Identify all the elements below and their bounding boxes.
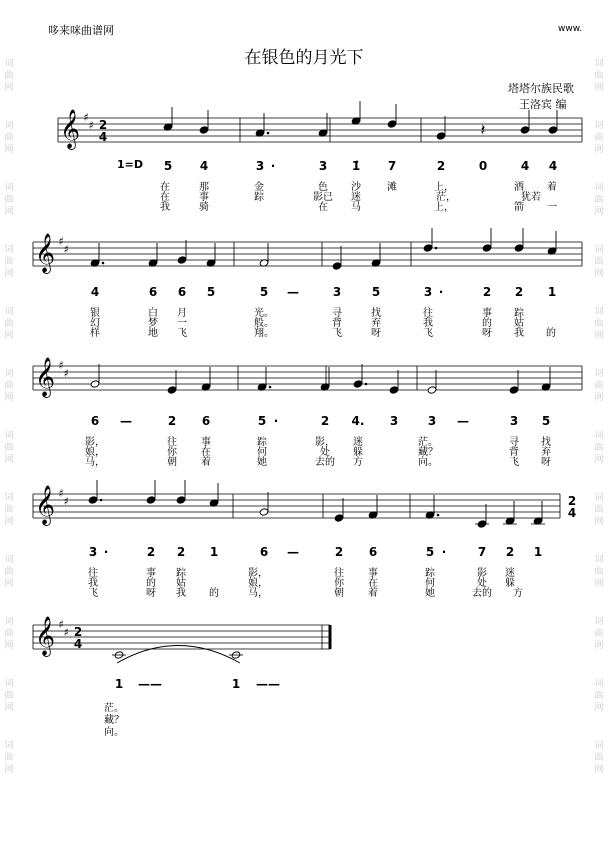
time-sig-top: 2 (567, 494, 577, 508)
lyric-word: 事 (368, 568, 378, 579)
note-head (167, 386, 177, 394)
sharp-icon: ♯ (88, 119, 94, 132)
note-head (146, 496, 156, 504)
lyric-word: 滩 (387, 182, 397, 193)
lyric-word: 地 (148, 328, 158, 339)
watermark-text: 词 曲 网 (594, 59, 604, 93)
jianpu-note: · (273, 414, 279, 428)
watermark-text: 词 曲 网 (594, 741, 604, 775)
lyric-word: 的 (546, 328, 556, 339)
note-dot (365, 383, 368, 386)
note-head (332, 262, 342, 270)
lyric-word: 向。 (418, 457, 438, 468)
jianpu-note: 1 (547, 285, 557, 299)
watermark-text: 词 曲 网 (4, 245, 14, 279)
jianpu-note: — (457, 414, 469, 428)
lyric-word: 往 (88, 568, 98, 579)
watermark-text: 词 曲 网 (594, 245, 604, 279)
jianpu-note: — (120, 414, 132, 428)
jianpu-note: 6 (368, 545, 378, 559)
jianpu-note: 3 (423, 285, 433, 299)
watermark-text: 词 曲 网 (4, 555, 14, 589)
lyric-word: 何 (257, 447, 267, 458)
treble-clef-icon: 𝄞 (34, 357, 56, 397)
note-head (427, 386, 437, 394)
lyric-word: 飞 (177, 328, 187, 339)
lyric-word: 往 (423, 308, 433, 319)
note-head (389, 386, 399, 394)
treble-clef-icon: 𝄞 (34, 233, 56, 273)
lyric-word: 我 (423, 318, 433, 329)
lyric-word: 何 (425, 578, 435, 589)
lyric-word: 上， (434, 202, 454, 213)
lyric-word: 银 (90, 308, 100, 319)
note-head (548, 126, 558, 134)
lyric-word: 在 (318, 202, 328, 213)
lyric-word: 白 (148, 308, 158, 319)
treble-clef-icon: 𝄞 (59, 109, 81, 149)
lyric-word: 上， (434, 182, 454, 193)
lyric-word: 的 (482, 318, 492, 329)
lyric-word: 飞 (88, 588, 98, 599)
lyric-word: 朝 (167, 457, 177, 468)
watermark-text: 词 曲 网 (594, 679, 604, 713)
treble-clef-icon: 𝄞 (34, 616, 56, 656)
note-head (520, 126, 530, 134)
lyric-word: 翔。 (254, 328, 274, 339)
lyric-word: 一 (177, 318, 187, 329)
jianpu-note: 4. (351, 414, 365, 428)
lyric-word: 月 (177, 308, 187, 319)
lyric-word: 你 (334, 578, 344, 589)
sharp-icon: ♯ (58, 487, 64, 500)
watermark-text: 词 曲 网 (594, 555, 604, 589)
lyric-word: 马， (248, 588, 268, 599)
jianpu-note: 5 (163, 159, 173, 173)
lyric-word: 影 (477, 568, 487, 579)
note-dot (102, 262, 105, 265)
lyric-word: 她 (425, 588, 435, 599)
jianpu-note: 4 (520, 159, 530, 173)
sharp-icon: ♯ (63, 367, 69, 380)
watermark-text: 词 曲 网 (594, 431, 604, 465)
lyric-word: 马 (351, 202, 361, 213)
lyric-word: 我 (514, 328, 524, 339)
jianpu-note: 0 (478, 159, 488, 173)
jianpu-note: 7 (477, 545, 487, 559)
lyric-word: 犹若 (521, 192, 541, 203)
time-sig-bottom: 4 (73, 637, 83, 651)
lyric-word: 踪 (254, 192, 264, 203)
lyric-word: 呀 (541, 457, 551, 468)
jianpu-note: —— (138, 677, 162, 691)
jianpu-note: 6 (201, 414, 211, 428)
key-signature-label: 1=D (117, 158, 144, 171)
jianpu-note: 4 (90, 285, 100, 299)
time-sig-bottom: 4 (98, 130, 108, 144)
watermark-text: 词 曲 网 (594, 183, 604, 217)
jianpu-note: 2 (176, 545, 186, 559)
lyric-word: 在 (160, 192, 170, 203)
lyric-word: 找 (371, 308, 381, 319)
time-sig-top: 2 (98, 118, 108, 132)
jianpu-note: 6 (148, 285, 158, 299)
lyric-word: 迷 (353, 437, 363, 448)
lyric-word: 她 (257, 457, 267, 468)
lyric-word: 向。 (104, 727, 124, 738)
jianpu-note: 2 (334, 545, 344, 559)
jianpu-note: — (287, 545, 299, 559)
sharp-icon: ♯ (58, 235, 64, 248)
page-title: 在银色的月光下 (244, 48, 364, 68)
lyric-word: 找 (541, 437, 551, 448)
lyric-word: 娘， (85, 447, 105, 458)
lyric-word: 藏？ (418, 447, 438, 458)
lyric-word: 光。 (254, 308, 274, 319)
lyric-word: 马， (85, 457, 105, 468)
note-head (514, 244, 524, 252)
watermark-text: 词 曲 网 (594, 121, 604, 155)
lyric-word: 事 (201, 437, 211, 448)
jianpu-note: 5 (257, 414, 267, 428)
lyric-word: 飞 (332, 328, 342, 339)
lyric-word: 踪 (514, 308, 524, 319)
lyric-word: 影， (85, 437, 105, 448)
watermark-text: 词 曲 网 (594, 493, 604, 527)
jianpu-note: 5 (371, 285, 381, 299)
watermark-text: 词 曲 网 (594, 617, 604, 651)
jianpu-note: 7 (387, 159, 397, 173)
note-dot (100, 499, 103, 502)
jianpu-note: 5 (259, 285, 269, 299)
lyric-word: 金 (254, 182, 264, 193)
lyric-word: 呀 (146, 588, 156, 599)
lyric-word: 我 (88, 578, 98, 589)
watermark-text: 词 曲 网 (4, 617, 14, 651)
lyric-word: 呀 (371, 328, 381, 339)
note-dot (267, 132, 270, 135)
lyric-word: 着 (201, 457, 211, 468)
lyric-word: 寻 (509, 437, 519, 448)
note-head (90, 380, 100, 388)
treble-clef-icon: 𝄞 (34, 485, 56, 525)
jianpu-note: 3 (389, 414, 399, 428)
lyric-word: 朝 (334, 588, 344, 599)
lyric-word: 影， (315, 437, 335, 448)
lyric-word: 骑 (199, 202, 209, 213)
jianpu-note: 2 (482, 285, 492, 299)
watermark-text: 词 曲 网 (4, 121, 14, 155)
jianpu-note: 1 (231, 677, 241, 691)
watermark-text: 词 曲 网 (4, 369, 14, 403)
jianpu-note: 6 (177, 285, 187, 299)
note-head (353, 380, 363, 388)
lyric-word: 弃 (371, 318, 381, 329)
lyric-word: 姑 (176, 578, 186, 589)
note-head (259, 508, 269, 516)
lyric-word: 我 (176, 588, 186, 599)
jianpu-note: 6 (259, 545, 269, 559)
site-url: www. (558, 24, 583, 34)
note-head (387, 120, 397, 128)
jianpu-note: 2 (146, 545, 156, 559)
lyric-word: 着 (547, 182, 557, 193)
lyric-word: 寻 (332, 308, 342, 319)
lyric-word: 幻 (90, 318, 100, 329)
lyric-word: 茫。 (418, 437, 438, 448)
lyric-word: 处 (320, 447, 330, 458)
lyric-word: 在 (201, 447, 211, 458)
sharp-icon: ♯ (63, 243, 69, 256)
sharp-icon: ♯ (63, 626, 69, 639)
lyric-word: 躲 (353, 447, 363, 458)
lyric-word: 去的 (315, 457, 335, 468)
lyric-word: 往 (167, 437, 177, 448)
lyric-word: 影已 (313, 192, 333, 203)
lyric-word: 沙 (351, 182, 361, 193)
jianpu-note: · (270, 159, 276, 173)
lyric-word: 踪 (257, 437, 267, 448)
lyric-word: 梦 (148, 318, 158, 329)
lyric-word: 处 (477, 578, 487, 589)
lyric-word: 方 (353, 457, 363, 468)
jianpu-note: —— (256, 677, 280, 691)
lyric-word: 姑 (514, 318, 524, 329)
lyric-word: 的 (209, 588, 219, 599)
note-head (423, 244, 433, 252)
jianpu-note: 3 (318, 159, 328, 173)
lyric-word: 事 (199, 192, 209, 203)
jianpu-note: 3 (255, 159, 265, 173)
lyric-word: 呀 (482, 328, 492, 339)
watermark-text: 词 曲 网 (4, 59, 14, 93)
jianpu-note: · (103, 545, 109, 559)
note-head (88, 496, 98, 504)
lyric-word: 飞 (423, 328, 433, 339)
jianpu-note: 2 (167, 414, 177, 428)
lyric-word: 方 (513, 588, 523, 599)
jianpu-note: 5 (541, 414, 551, 428)
jianpu-note: 1 (209, 545, 219, 559)
lyric-word: 你 (167, 447, 177, 458)
watermark-text: 词 曲 网 (594, 307, 604, 341)
lyric-word: 在 (160, 182, 170, 193)
jianpu-note: 1 (114, 677, 124, 691)
watermark-text: 词 曲 网 (4, 183, 14, 217)
sharp-icon: ♯ (83, 111, 89, 124)
lyric-word: 事 (146, 568, 156, 579)
note-head (199, 126, 209, 134)
lyric-word: 飞 (509, 457, 519, 468)
jianpu-note: 1̇ (351, 159, 361, 173)
lyric-word: 箭 (514, 202, 524, 213)
lyric-word: 在 (368, 578, 378, 589)
jianpu-note: 6 (90, 414, 100, 428)
lyric-word: 一 (547, 202, 557, 213)
lyric-word: 藏？ (104, 715, 124, 726)
note-head (482, 244, 492, 252)
lyric-word: 般。 (254, 318, 274, 329)
lyric-word: 娘， (248, 578, 268, 589)
note-head (509, 386, 519, 394)
site-name: 哆来咪曲谱网 (48, 24, 114, 37)
watermark-text: 词 曲 网 (4, 431, 14, 465)
lyric-word: 茫。 (104, 703, 124, 714)
jianpu-note: 3 (427, 414, 437, 428)
note-dot (437, 514, 440, 517)
lyric-word: 背 (332, 318, 342, 329)
jianpu-note: 2 (436, 159, 446, 173)
lyric-word: 洒 (514, 182, 524, 193)
sharp-icon: ♯ (63, 495, 69, 508)
sharp-icon: ♯ (58, 618, 64, 631)
lyric-word: 迷 (351, 192, 361, 203)
jianpu-note: 2 (320, 414, 330, 428)
time-sig-bottom: 4 (567, 506, 577, 520)
lyric-word: 样 (90, 328, 100, 339)
jianpu-note: 1 (533, 545, 543, 559)
note-head (177, 256, 187, 264)
lyric-word: 的 (146, 578, 156, 589)
jianpu-note: 3 (509, 414, 519, 428)
jianpu-note: 3 (88, 545, 98, 559)
jianpu-note: — (287, 285, 299, 299)
watermark-text: 词 曲 网 (4, 679, 14, 713)
lyric-word: 踪 (176, 568, 186, 579)
lyric-word: 去的 (472, 588, 492, 599)
lyric-word: 弃 (541, 447, 551, 458)
note-dot (269, 386, 272, 389)
note-head (436, 132, 446, 140)
lyric-word: 往 (334, 568, 344, 579)
lyric-word: 踪 (425, 568, 435, 579)
jianpu-note: 5 (425, 545, 435, 559)
watermark-text: 词 曲 网 (594, 369, 604, 403)
tie-slur (117, 646, 240, 664)
sharp-icon: ♯ (58, 359, 64, 372)
lyric-word: 影， (248, 568, 268, 579)
jianpu-note: 3 (332, 285, 342, 299)
jianpu-note: 2 (514, 285, 524, 299)
lyric-word: 事 (482, 308, 492, 319)
lyric-word: 背 (509, 447, 519, 458)
lyric-word: 色 (318, 182, 328, 193)
rest-icon: 𝄽 (480, 120, 486, 139)
lyric-word: 着 (368, 588, 378, 599)
lyric-word: 我 (160, 202, 170, 213)
jianpu-note: 4 (199, 159, 209, 173)
jianpu-note: · (438, 285, 444, 299)
jianpu-note: 5 (206, 285, 216, 299)
watermark-text: 词 曲 网 (4, 741, 14, 775)
watermark-text: 词 曲 网 (4, 493, 14, 527)
time-sig-top: 2 (73, 625, 83, 639)
origin-credit: 塔塔尔族民歌 (508, 82, 574, 95)
note-head (176, 496, 186, 504)
note-dot (435, 247, 438, 250)
lyric-word: 那 (199, 182, 209, 193)
ending-lyrics (104, 703, 124, 739)
lyric-word: 茫， (436, 192, 456, 203)
arranger-credit: 王洛宾 编 (519, 98, 567, 111)
note-head (334, 514, 344, 522)
lyric-word: 迷 (505, 568, 515, 579)
jianpu-note: 4 (548, 159, 558, 173)
jianpu-note: 2 (505, 545, 515, 559)
jianpu-note: · (441, 545, 447, 559)
watermark-text: 词 曲 网 (4, 307, 14, 341)
lyric-word: 躲 (505, 578, 515, 589)
